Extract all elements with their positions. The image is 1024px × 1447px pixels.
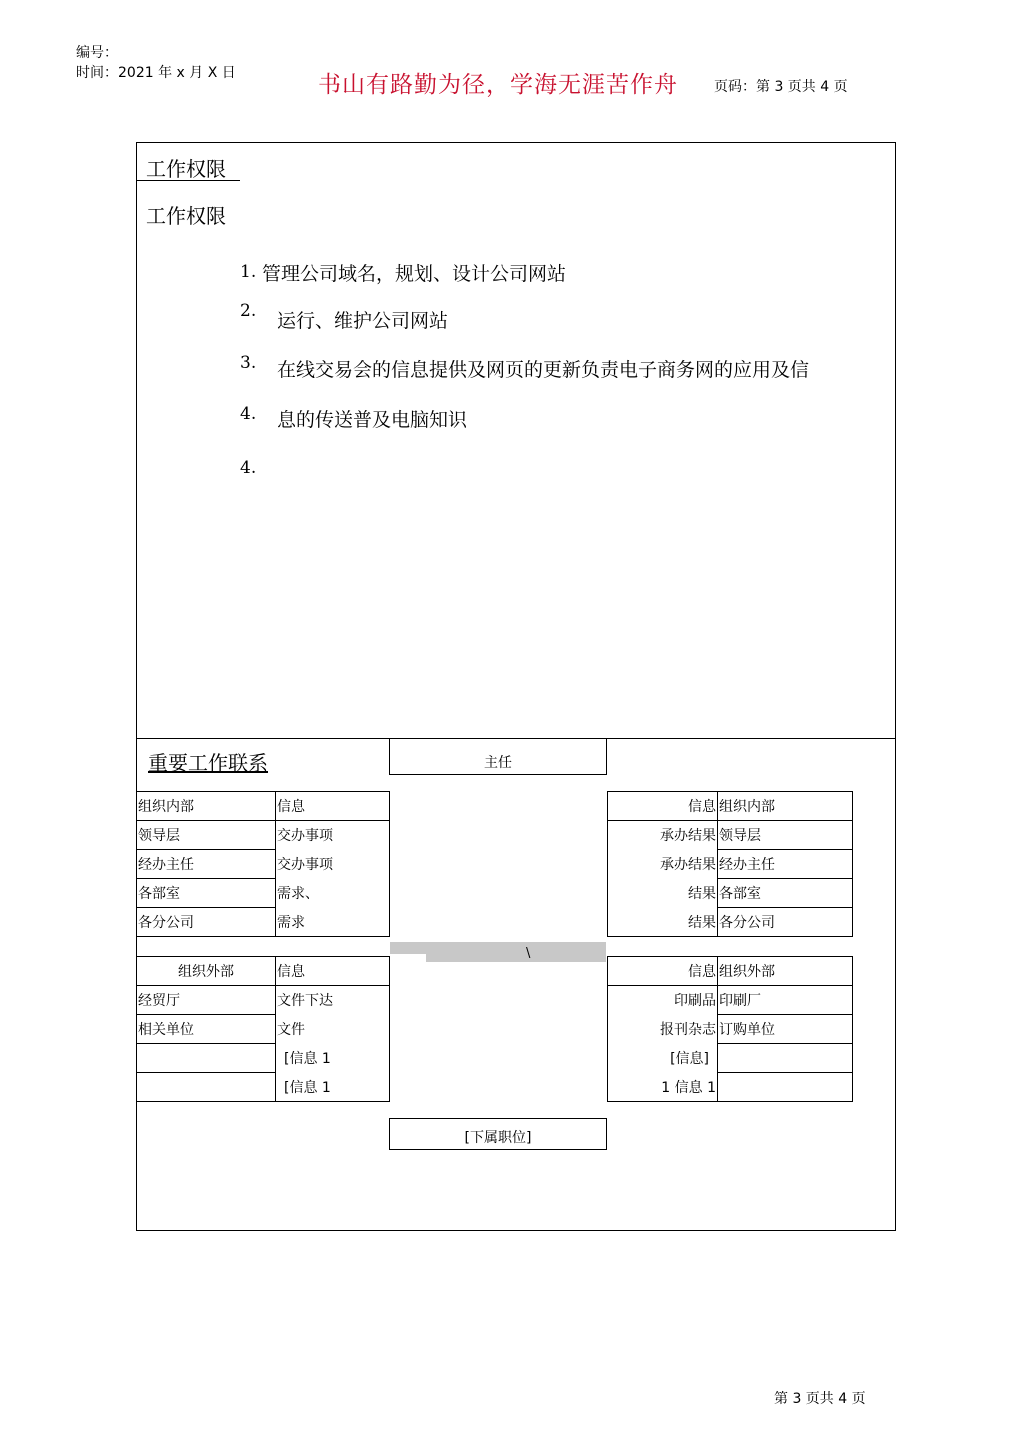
table-row xyxy=(137,879,390,908)
table-row xyxy=(137,957,390,986)
table-row xyxy=(608,957,853,986)
contact-content: 需求 xyxy=(276,908,390,937)
contact-party: 领导层 xyxy=(718,821,853,850)
section-title-authority: 工作权限 xyxy=(146,157,226,181)
table-row xyxy=(608,1073,853,1102)
contact-content: [信息 1 xyxy=(276,1044,390,1073)
right-internal-contacts-table xyxy=(607,791,853,937)
subordinate-position-box xyxy=(389,1118,607,1150)
section-title-relations: 重要工作联系 xyxy=(148,751,268,775)
left-internal-contacts-table xyxy=(136,791,390,937)
contact-party xyxy=(137,1044,276,1073)
contact-party: 各分公司 xyxy=(137,908,276,937)
contact-content: 交办事项 xyxy=(276,821,390,850)
document-date-label: 时间：2021 年 x 月 X 日 xyxy=(76,65,236,81)
table-row xyxy=(608,792,853,821)
contact-party: 组织外部 xyxy=(718,957,853,986)
left-external-contacts-table xyxy=(136,956,390,1102)
authority-item-number: 3. xyxy=(240,353,257,373)
footer-page-info: 第 3 页共 4 页 xyxy=(774,1391,866,1407)
authority-item-text: 在线交易会的信息提供及网页的更新负责电子商务网的应用及信 xyxy=(277,359,810,381)
contact-party: 相关单位 xyxy=(137,1015,276,1044)
connector-gap xyxy=(390,954,426,962)
table-row xyxy=(137,821,390,850)
table-row xyxy=(608,821,853,850)
contact-party: 经办主任 xyxy=(718,850,853,879)
authority-item-number: 2. xyxy=(240,301,257,321)
right-external-contacts-table xyxy=(607,956,853,1102)
contact-party xyxy=(718,1044,853,1073)
table-row xyxy=(608,1044,853,1073)
contact-content: 承办结果 xyxy=(608,821,718,850)
authority-item-text: 运行、维护公司网站 xyxy=(277,310,449,332)
table-row xyxy=(608,879,853,908)
contact-content: 报刊杂志 xyxy=(608,1015,718,1044)
authority-item-text: 管理公司域名，规划、设计公司网站 xyxy=(262,263,567,285)
contact-content: [信息 1 xyxy=(276,1073,390,1102)
contact-party: 订购单位 xyxy=(718,1015,853,1044)
contact-content: 1 信息 1 xyxy=(608,1073,718,1102)
table-row xyxy=(137,1015,390,1044)
contact-content: 需求、 xyxy=(276,879,390,908)
contact-party xyxy=(718,1073,853,1102)
contact-party: 各分公司 xyxy=(718,908,853,937)
contact-content: 信息 xyxy=(608,792,718,821)
section-title-underline xyxy=(136,180,240,181)
table-row xyxy=(137,1044,390,1073)
table-row xyxy=(137,986,390,1015)
table-row xyxy=(608,908,853,937)
header-motto: 书山有路勤为径，学海无涯苦作舟 xyxy=(318,72,678,98)
contact-content: 结果 xyxy=(608,879,718,908)
contact-party: 组织内部 xyxy=(137,792,276,821)
contact-content: 信息 xyxy=(276,792,390,821)
contact-party xyxy=(137,1073,276,1102)
table-row xyxy=(608,1015,853,1044)
contact-content: 信息 xyxy=(276,957,390,986)
subordinate-position-label: [下属职位] xyxy=(464,1130,532,1146)
contact-content: 结果 xyxy=(608,908,718,937)
table-row xyxy=(137,908,390,937)
superior-position-label: 主任 xyxy=(484,755,512,771)
authority-item-number: 4. xyxy=(240,404,257,424)
contact-party: 印刷厂 xyxy=(718,986,853,1015)
contact-content: 承办结果 xyxy=(608,850,718,879)
contact-content: 交办事项 xyxy=(276,850,390,879)
contact-content: 印刷品 xyxy=(608,986,718,1015)
contact-content: 信息 xyxy=(608,957,718,986)
table-row xyxy=(137,850,390,879)
superior-position-box xyxy=(389,738,607,775)
authority-item-text: 息的传送普及电脑知识 xyxy=(277,409,468,431)
header-page-info: 页码：第 3 页共 4 页 xyxy=(714,79,848,95)
contact-party: 各部室 xyxy=(718,879,853,908)
contact-party: 经办主任 xyxy=(137,850,276,879)
document-number-label: 编号： xyxy=(76,45,118,61)
table-row xyxy=(608,850,853,879)
contact-party: 经贸厅 xyxy=(137,986,276,1015)
authority-item-number: 1. xyxy=(240,262,257,282)
connector-mark: \ xyxy=(526,946,531,961)
table-row xyxy=(137,1073,390,1102)
authority-heading: 工作权限 xyxy=(146,204,226,228)
contact-party: 领导层 xyxy=(137,821,276,850)
contact-party: 组织内部 xyxy=(718,792,853,821)
table-row xyxy=(137,792,390,821)
contact-content: 文件下达 xyxy=(276,986,390,1015)
table-row xyxy=(608,986,853,1015)
contact-content: 文件 xyxy=(276,1015,390,1044)
contact-party: 组织外部 xyxy=(137,957,276,986)
contact-party: 各部室 xyxy=(137,879,276,908)
contact-content: [信息] xyxy=(608,1044,718,1073)
authority-item-number: 4. xyxy=(240,458,257,478)
